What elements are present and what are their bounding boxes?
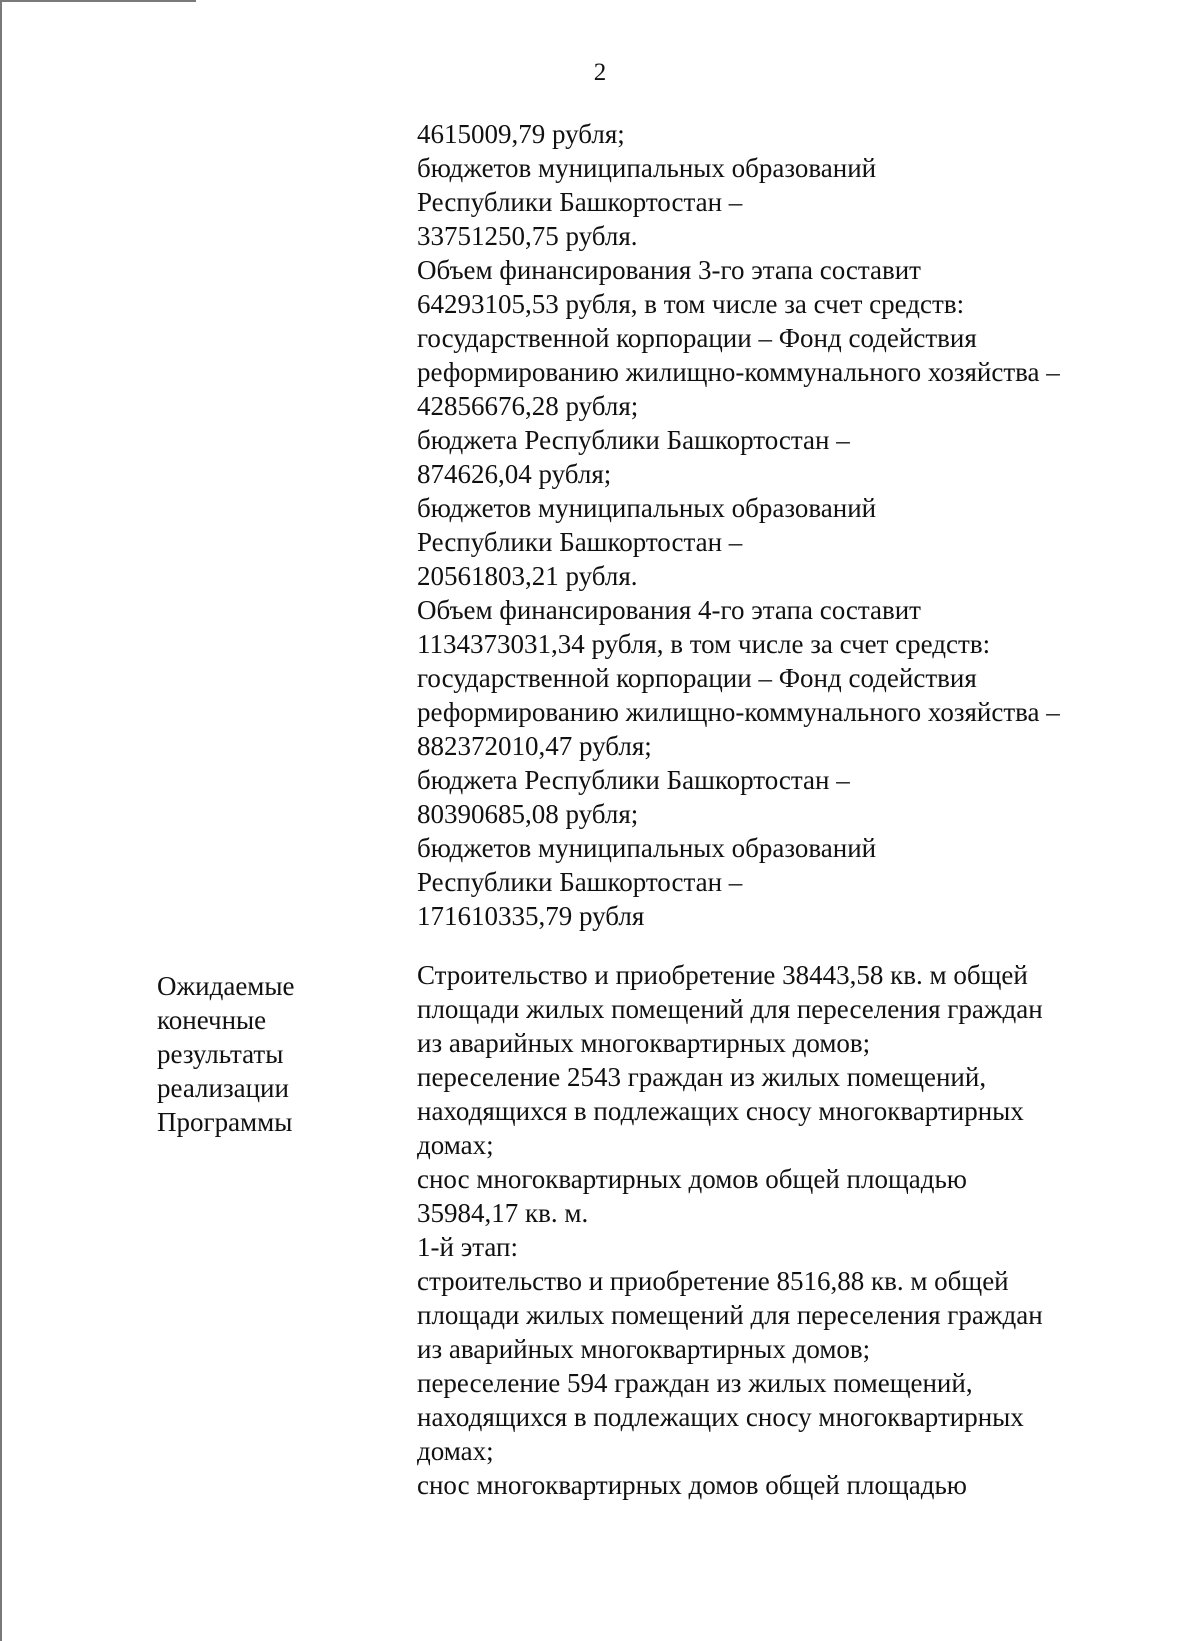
results-line: строительство и приобретение 8516,88 кв. м общей [417,1266,1009,1296]
results-label-line: Ожидаемые [157,971,295,1001]
funding-line: Объем финансирования 4-го этапа составит [417,595,921,625]
results-line: площади жилых помещений для переселения граждан [417,1300,1043,1330]
results-label-line: Программы [157,1107,293,1137]
results-line: из аварийных многоквартирных домов; [417,1028,871,1058]
funding-line: 20561803,21 рубля. [417,561,638,591]
results-line: 1-й этап: [417,1232,518,1262]
funding-line: бюджетов муниципальных образований [417,833,877,863]
results-line: снос многоквартирных домов общей площадью [417,1164,967,1194]
results-line: площади жилых помещений для переселения граждан [417,994,1043,1024]
results-line: из аварийных многоквартирных домов; [417,1334,871,1364]
funding-text [417,117,1177,933]
funding-line: бюджетов муниципальных образований [417,153,877,183]
funding-line: 64293105,53 рубля, в том числе за счет средств: [417,289,965,319]
funding-line: реформированию жилищно-коммунального хозяйства – [417,357,1060,387]
funding-line: Республики Башкортостан – [417,867,743,897]
results-line: домах; [417,1436,494,1466]
funding-line: 4615009,79 рубля; [417,119,625,149]
funding-line: государственной корпорации – Фонд содействия [417,663,977,693]
scan-edge-left [0,0,2,1641]
results-line: переселение 2543 граждан из жилых помещений, [417,1062,987,1092]
funding-line: бюджета Республики Башкортостан – [417,765,850,795]
results-line: домах; [417,1130,494,1160]
funding-line: 1134373031,34 рубля, в том числе за счет средств: [417,629,991,659]
funding-line: 80390685,08 рубля; [417,799,639,829]
funding-line: реформированию жилищно-коммунального хозяйства – [417,697,1060,727]
results-label-line: конечные [157,1005,267,1035]
funding-line: 882372010,47 рубля; [417,731,652,761]
funding-line: бюджета Республики Башкортостан – [417,425,850,455]
funding-line: Республики Башкортостан – [417,187,743,217]
results-line: Строительство и приобретение 38443,58 кв. м общей [417,960,1028,990]
funding-line: 171610335,79 рубля [417,901,645,931]
results-line: находящихся в подлежащих сносу многоквартирных [417,1096,1024,1126]
results-line: находящихся в подлежащих сносу многоквартирных [417,1402,1024,1432]
results-text [417,958,1177,1502]
funding-line: государственной корпорации – Фонд содействия [417,323,977,353]
scan-edge-top [0,0,196,2]
funding-line: 33751250,75 рубля. [417,221,638,251]
funding-line: 874626,04 рубля; [417,459,612,489]
funding-line: 42856676,28 рубля; [417,391,639,421]
results-label-line: результаты [157,1039,284,1069]
funding-line: бюджетов муниципальных образований [417,493,877,523]
funding-line: Объем финансирования 3-го этапа составит [417,255,921,285]
funding-line: Республики Башкортостан – [417,527,743,557]
page-number: 2 [593,59,607,86]
results-line: 35984,17 кв. м. [417,1198,589,1228]
results-line: переселение 594 граждан из жилых помещений, [417,1368,973,1398]
results-label [157,969,377,1139]
results-line: снос многоквартирных домов общей площадью [417,1470,967,1500]
results-label-line: реализации [157,1073,289,1103]
